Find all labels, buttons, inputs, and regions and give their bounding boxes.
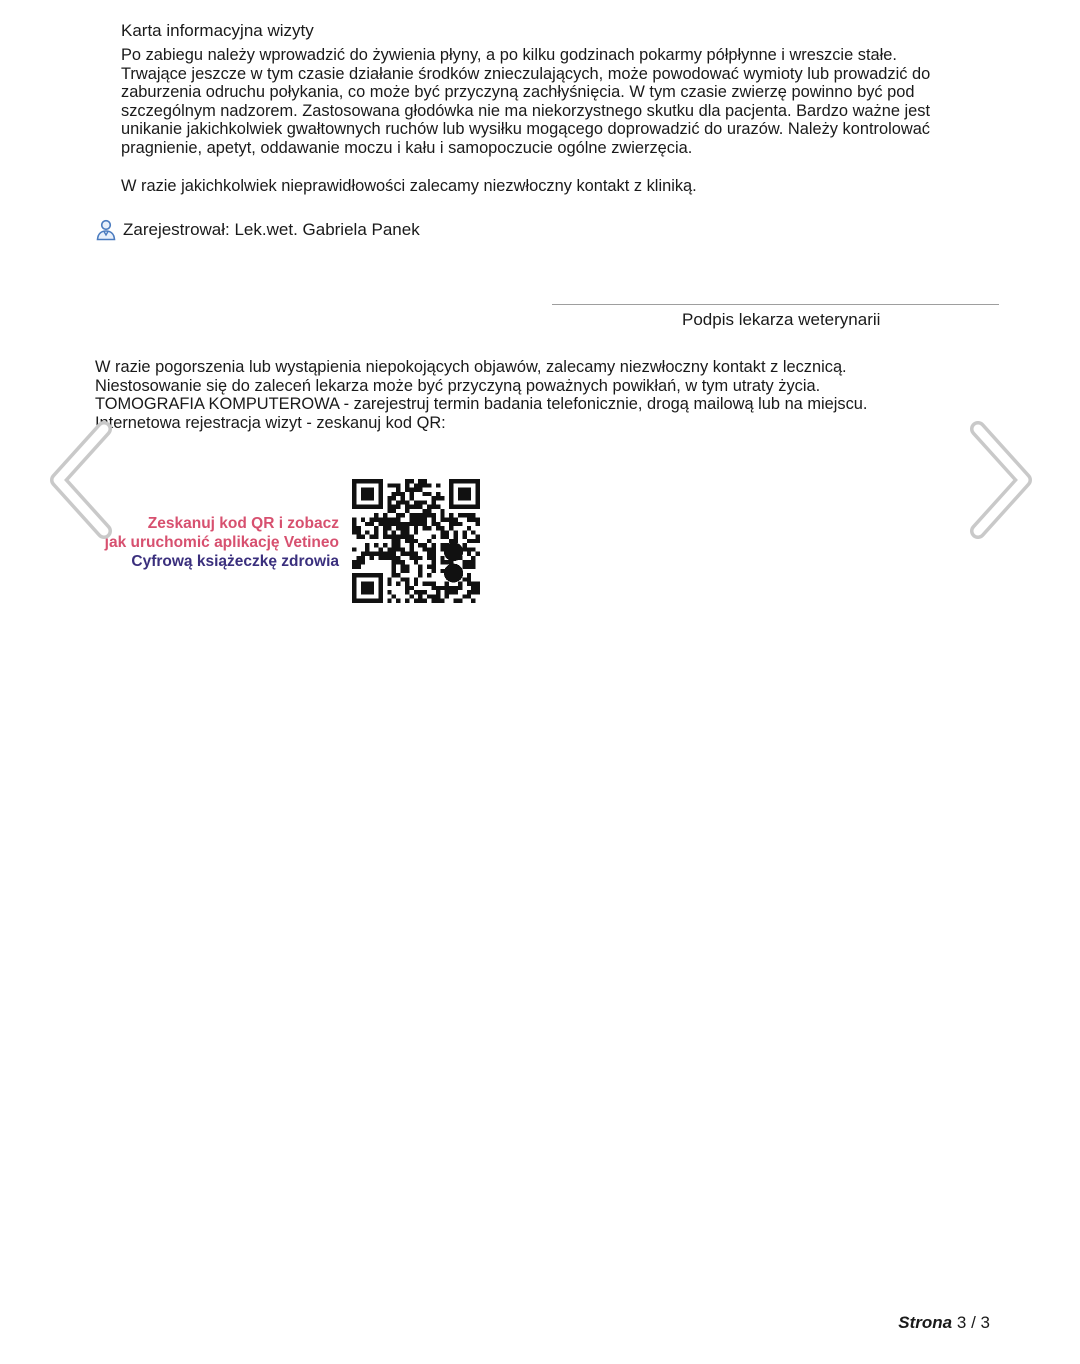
page-total: 3 — [980, 1313, 990, 1332]
chevron-right-icon — [962, 415, 1042, 545]
previous-page-button[interactable] — [40, 415, 120, 545]
post-procedure-instructions — [121, 46, 991, 157]
promo-line: Cyfrową książeczkę zdrowia — [131, 553, 339, 570]
footer-notes — [95, 358, 995, 432]
page-indicator — [898, 1313, 990, 1333]
next-page-button[interactable] — [962, 415, 1042, 545]
instruction-line: Trwające jeszcze w tym czasie działanie środków znieczulających, może powodować wymioty lub prowadzić do — [121, 64, 931, 83]
qr-code[interactable] — [352, 479, 480, 603]
instruction-line: pragnienie, apetyt, oddawanie moczu i kału i samopoczucie ogólne zwierzęcia. — [121, 138, 693, 157]
instruction-line: Po zabiegu należy wprowadzić do żywienia płyny, a po kilku godzinach pokarmy półpłynne i wreszcie stałe. — [121, 46, 897, 64]
registered-by — [95, 219, 420, 241]
page-current: 3 — [956, 1313, 967, 1332]
promo-line: jak uruchomić aplikację Vetineo — [104, 534, 339, 551]
instruction-line: szczególnym nadzorem. Zastosowana głodówka nie ma niekorzystnego skutku dla pacjenta. Bardzo ważne jest — [121, 101, 931, 120]
chevron-left-icon — [40, 415, 120, 545]
footer-note: Niestosowanie się do zaleceń lekarza może być przyczyną poważnych powikłań, w tym utraty życia. — [95, 376, 821, 395]
document-title: Karta informacyjna wizyty — [121, 21, 314, 40]
user-icon — [95, 219, 117, 241]
instruction-line: zaburzenia odruchu połykania, co może być przyczyną zachłyśnięcia. W tym czasie zwierzę powinno być pod — [121, 83, 915, 101]
vetineo-promo — [95, 514, 339, 571]
signature-label: Podpis lekarza weterynarii — [682, 310, 881, 329]
footer-note: Internetowa rejestracja wizyt - zeskanuj kod QR: — [95, 413, 446, 432]
registered-by-label: Zarejestrował: Lek.wet. Gabriela Panek — [123, 220, 420, 239]
promo-line: Zeskanuj kod QR i zobacz — [147, 515, 339, 532]
footer-note: W razie pogorszenia lub wystąpienia niepokojących objawów, zalecamy niezwłoczny kontakt z lecznicą. — [95, 358, 847, 376]
instruction-line: unikanie jakichkolwiek gwałtownych ruchów lub wysiłku mogącego doprowadzić do urazów. Należy kontrolować — [121, 120, 931, 138]
signature-line — [552, 304, 999, 305]
footer-note: TOMOGRAFIA KOMPUTEROWA - zarejestruj termin badania telefonicznie, drogą mailową lub na miejscu. — [95, 395, 868, 413]
page-separator: / — [971, 1313, 981, 1332]
contact-note: W razie jakichkolwiek nieprawidłowości zalecamy niezwłoczny kontakt z kliniką. — [121, 177, 697, 195]
page-label: Strona — [898, 1313, 953, 1332]
